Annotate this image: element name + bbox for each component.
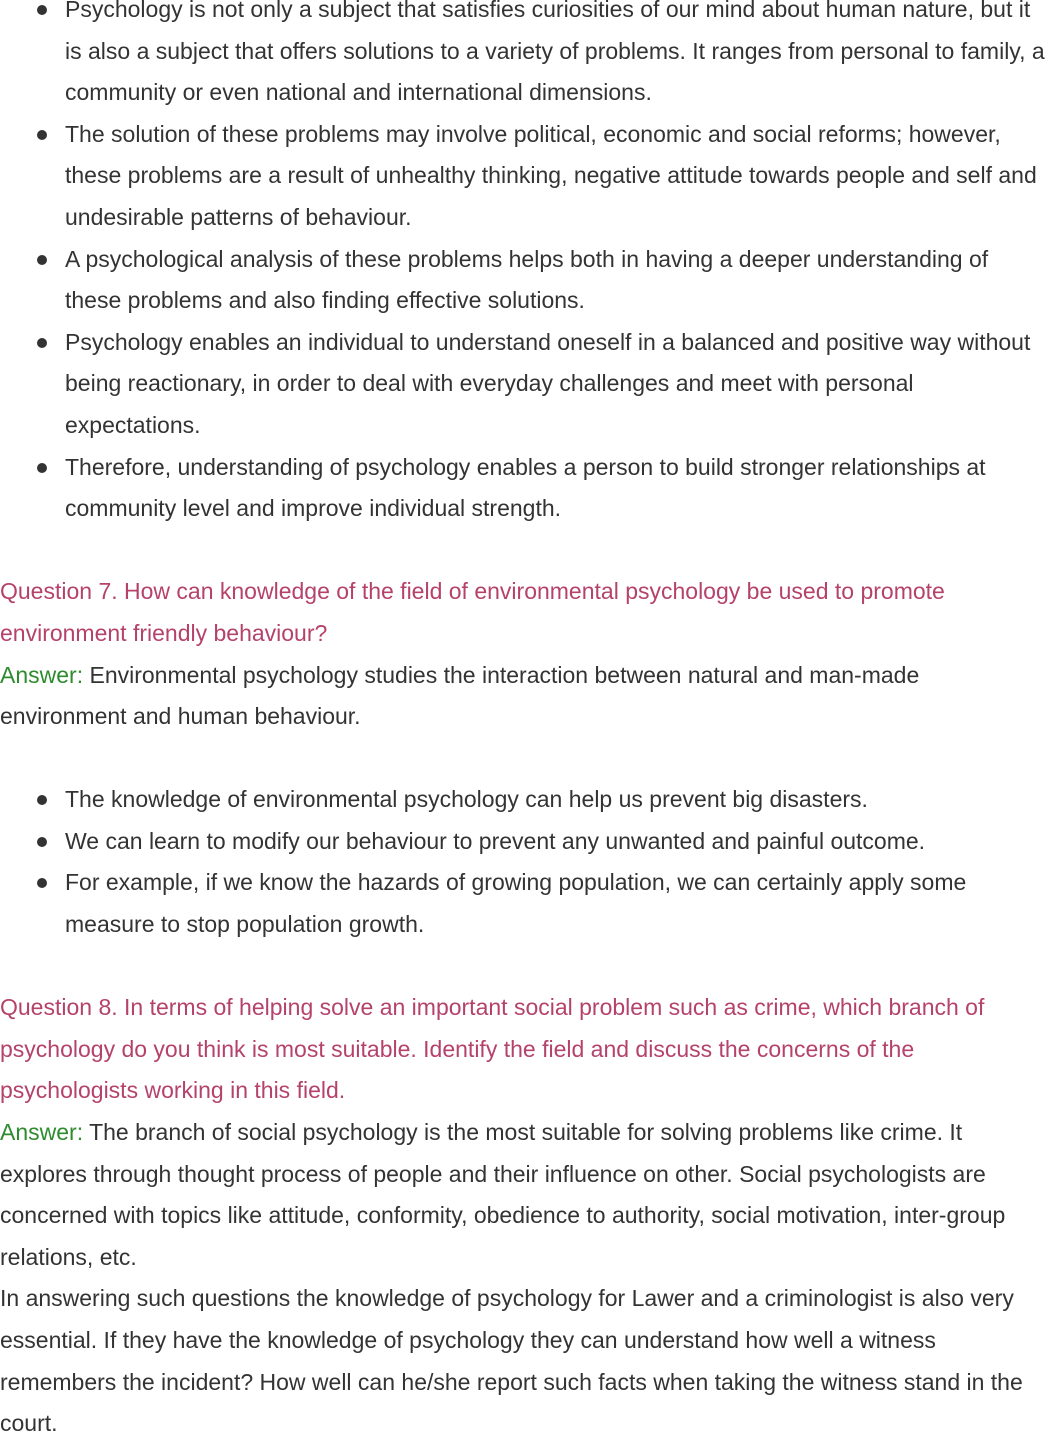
answer-text: The branch of social psychology is the most suitable for solving problems like crime. It explores through thought process of people and their influence on other. Social psychologists are concerned with topics like attitude, conformity, obedience to authority, social motivation, inter-group relations, etc. (0, 1119, 1006, 1270)
list-item: A psychological analysis of these problems helps both in having a deeper understanding of these problems and also finding effective solutions. (0, 239, 1049, 322)
list-item: The knowledge of environmental psychology can help us prevent big disasters. (0, 779, 1049, 821)
spacer (0, 946, 1049, 988)
q7-bullet-list (0, 779, 1049, 945)
answer-label: Answer: (0, 661, 84, 688)
answer-label: Answer: (0, 1119, 84, 1146)
answer-text: Environmental psychology studies the interaction between natural and man-made environment and human behaviour. (0, 661, 920, 730)
intro-bullet-list (0, 0, 1049, 530)
list-item: Psychology is not only a subject that satisfies curiosities of our mind about human nature, but it is also a subject that offers solutions to a variety of problems. It ranges from personal to family, a community or even national and international dimensions. (0, 0, 1049, 114)
list-item: Psychology enables an individual to understand oneself in a balanced and positive way without being reactionary, in order to deal with everyday challenges and meet with personal expectations. (0, 322, 1049, 447)
spacer (0, 530, 1049, 572)
question-7: Question 7. How can knowledge of the field of environmental psychology be used to promote environment friendly behaviour? (0, 578, 945, 646)
list-item: For example, if we know the hazards of growing population, we can certainly apply some measure to stop population growth. (0, 862, 1049, 945)
list-item: We can learn to modify our behaviour to prevent any unwanted and painful outcome. (0, 821, 1049, 863)
answer-7 (0, 655, 1049, 738)
list-item: The solution of these problems may involve political, economic and social reforms; however, these problems are a result of unhealthy thinking, negative attitude towards people and self and undesirable patterns of behaviour. (0, 114, 1049, 239)
list-item: Therefore, understanding of psychology enables a person to build stronger relationships at community level and improve individual strength. (0, 447, 1049, 530)
answer-8-paragraph: In answering such questions the knowledge of psychology for Lawer and a criminologist is also very essential. If they have the knowledge of psychology they can understand how well a witness remembers the incident? How well can he/she report such facts when taking the witness stand in the court. (0, 1285, 1023, 1437)
question-8: Question 8. In terms of helping solve an important social problem such as crime, which branch of psychology do you think is most suitable. Identify the field and discuss the concerns of the psychologists working in this field. (0, 994, 985, 1104)
answer-8 (0, 1112, 1049, 1278)
spacer (0, 738, 1049, 780)
